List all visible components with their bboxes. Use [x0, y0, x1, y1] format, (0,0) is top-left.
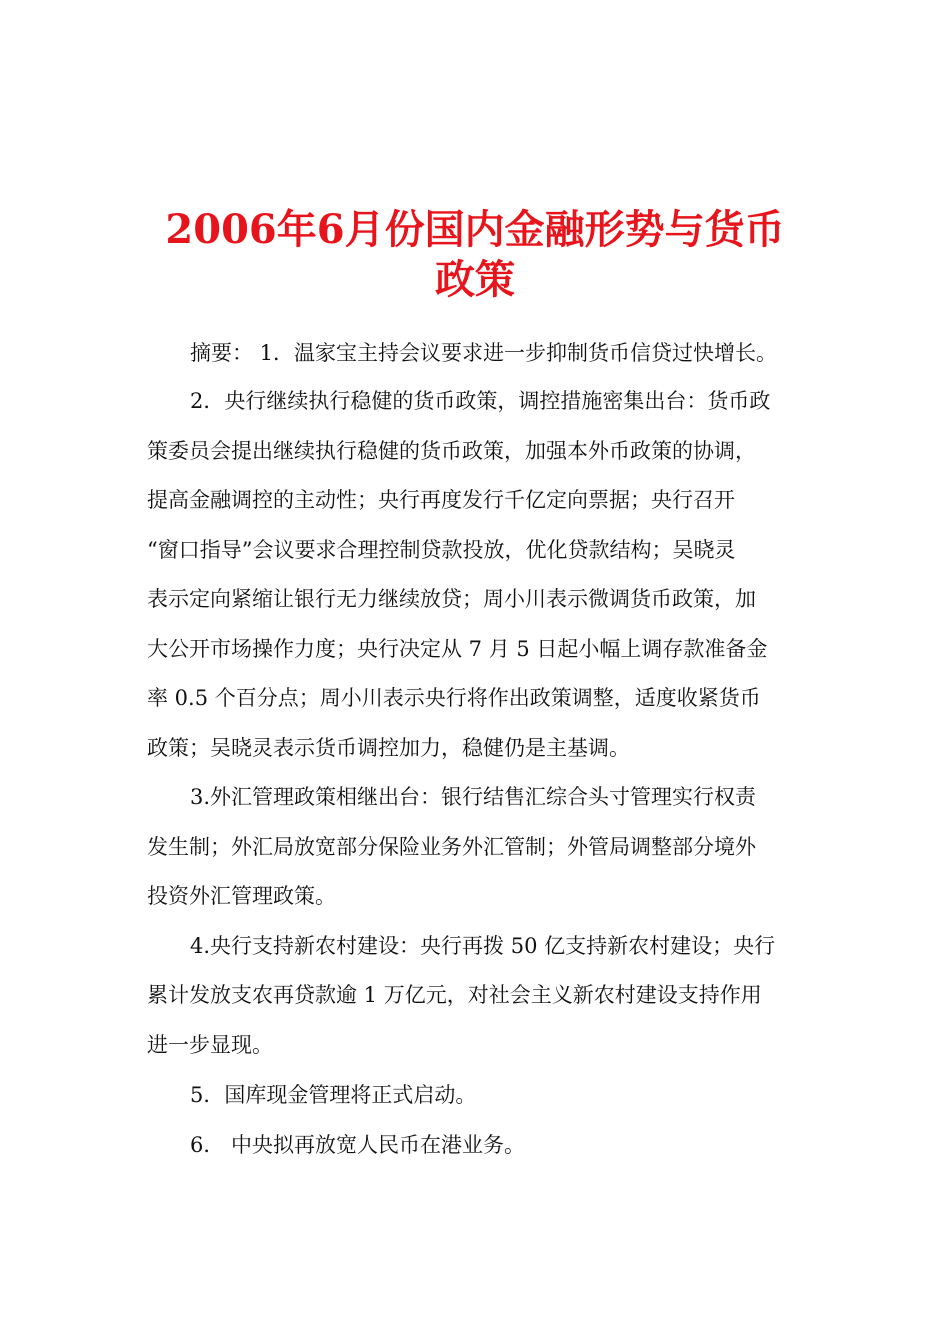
paragraph-line: 大公开市场操作力度；央行决定从 7 月 5 日起小幅上调存款准备金 — [147, 637, 768, 661]
paragraph-line: 提高金融调控的主动性；央行再度发行千亿定向票据；央行召开 — [147, 488, 735, 512]
paragraph-line: 政策；吴晓灵表示货币调控加力，稳健仍是主基调。 — [147, 736, 630, 760]
paragraph-line: 4.央行支持新农村建设：央行再拨 50 亿支持新农村建设；央行 — [190, 934, 776, 958]
document-title-line-2: 政策 — [435, 256, 515, 303]
summary-line: 摘要： 1．温家宝主持会议要求进一步抑制货币信贷过快增长。 — [190, 341, 778, 365]
paragraph-line: 5．国库现金管理将正式启动。 — [190, 1083, 477, 1107]
paragraph-line: 累计发放支农再贷款逾 1 万亿元，对社会主义新农村建设支持作用 — [147, 983, 762, 1007]
paragraph-line: 进一步显现。 — [147, 1033, 273, 1057]
document-title-line-1: 2006年6月份国内金融形势与货币 — [165, 206, 785, 253]
paragraph-line: 策委员会提出继续执行稳健的货币政策，加强本外币政策的协调， — [147, 439, 756, 463]
paragraph-line: 率 0.5 个百分点；周小川表示央行将作出政策调整，适度收紧货币 — [147, 686, 761, 710]
paragraph-line: 2．央行继续执行稳健的货币政策，调控措施密集出台：货币政 — [190, 389, 771, 413]
paragraph-line: 发生制；外汇局放宽部分保险业务外汇管制；外管局调整部分境外 — [147, 835, 756, 859]
paragraph-line: “窗口指导”会议要求合理控制贷款投放，优化贷款结构；吴晓灵 — [147, 538, 736, 562]
paragraph-line: 投资外汇管理政策。 — [147, 884, 336, 908]
paragraph-line: 表示定向紧缩让银行无力继续放贷；周小川表示微调货币政策，加 — [147, 587, 756, 611]
paragraph-line: 3.外汇管理政策相继出台：银行结售汇综合头寸管理实行权责 — [190, 785, 757, 809]
paragraph-line: 6． 中央拟再放宽人民币在港业务。 — [190, 1133, 526, 1157]
